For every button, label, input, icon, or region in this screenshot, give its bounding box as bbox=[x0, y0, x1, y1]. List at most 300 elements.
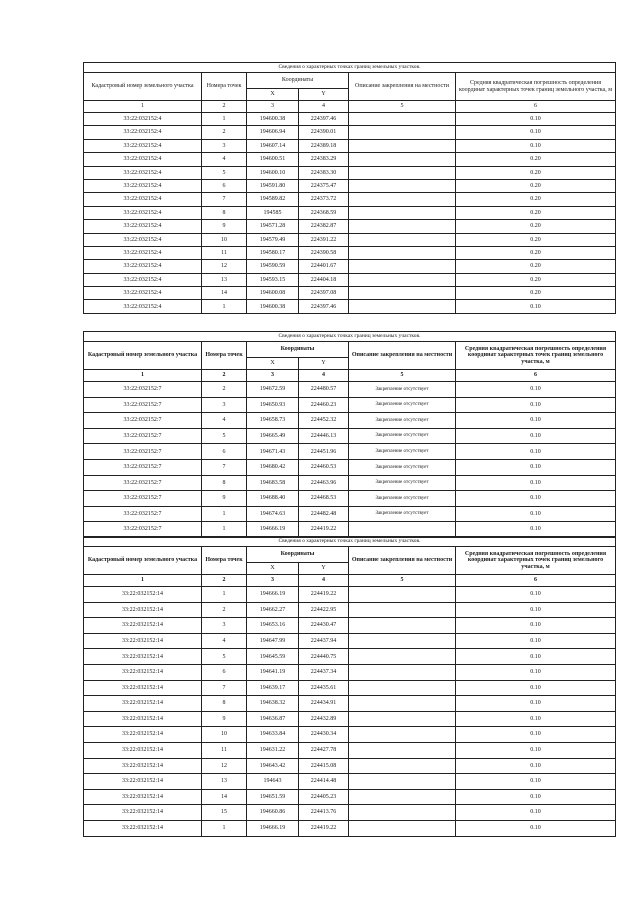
description-cell: Закрепление отсутствует bbox=[349, 475, 456, 491]
description-cell bbox=[349, 113, 456, 126]
description-cell bbox=[349, 727, 456, 743]
precision-cell: 0.10 bbox=[456, 413, 616, 429]
cadastral-cell: 33:22:032152:7 bbox=[84, 428, 202, 444]
point-no-cell: 7 bbox=[202, 193, 247, 206]
description-cell bbox=[349, 220, 456, 233]
table-row bbox=[84, 126, 616, 139]
precision-cell: 0.20 bbox=[456, 206, 616, 219]
x-cell: 194589.82 bbox=[247, 193, 299, 206]
y-cell: 224482.48 bbox=[299, 506, 349, 522]
table-row bbox=[84, 758, 616, 774]
table-row bbox=[84, 664, 616, 680]
x-cell: 194636.87 bbox=[247, 711, 299, 727]
y-cell: 224434.91 bbox=[299, 696, 349, 712]
cadastral-cell: 33:22:032152:4 bbox=[84, 287, 202, 300]
cadastral-cell: 33:22:032152:4 bbox=[84, 153, 202, 166]
header-point-no: Номера точек bbox=[202, 342, 247, 370]
points-table-3 bbox=[83, 536, 616, 837]
description-cell bbox=[349, 233, 456, 246]
cadastral-cell: 33:22:032152:7 bbox=[84, 506, 202, 522]
precision-cell: 0.10 bbox=[456, 113, 616, 126]
point-no-cell: 1 bbox=[202, 506, 247, 522]
x-cell: 194674.63 bbox=[247, 506, 299, 522]
x-cell: 194647.99 bbox=[247, 633, 299, 649]
cadastral-cell: 33:22:032152:7 bbox=[84, 475, 202, 491]
y-cell: 224397.46 bbox=[299, 113, 349, 126]
x-cell: 194631.22 bbox=[247, 742, 299, 758]
table-row bbox=[84, 382, 616, 398]
x-cell: 194641.19 bbox=[247, 664, 299, 680]
description-cell bbox=[349, 153, 456, 166]
y-cell: 224460.53 bbox=[299, 459, 349, 475]
cadastral-cell: 33:22:032152:14 bbox=[84, 820, 202, 836]
cadastral-cell: 33:22:032152:14 bbox=[84, 587, 202, 603]
cadastral-cell: 33:22:032152:4 bbox=[84, 139, 202, 152]
cadastral-cell: 33:22:032152:7 bbox=[84, 444, 202, 460]
table-row bbox=[84, 413, 616, 429]
point-no-cell: 13 bbox=[202, 273, 247, 286]
header-precision: Средняя квадратическая погрешность определения координат характерных точек границ земельного участка, м bbox=[456, 73, 616, 101]
y-cell: 224422.95 bbox=[299, 602, 349, 618]
x-cell: 194651.59 bbox=[247, 789, 299, 805]
x-cell: 194579.49 bbox=[247, 233, 299, 246]
precision-cell: 0.10 bbox=[456, 789, 616, 805]
point-no-cell: 6 bbox=[202, 664, 247, 680]
table-row bbox=[84, 696, 616, 712]
description-cell bbox=[349, 618, 456, 634]
table-row bbox=[84, 742, 616, 758]
precision-cell: 0.10 bbox=[456, 742, 616, 758]
header-y: Y bbox=[299, 563, 349, 575]
precision-cell: 0.20 bbox=[456, 179, 616, 192]
precision-cell: 0.10 bbox=[456, 382, 616, 398]
point-no-cell: 5 bbox=[202, 649, 247, 665]
description-cell bbox=[349, 711, 456, 727]
precision-cell: 0.10 bbox=[456, 727, 616, 743]
table-row bbox=[84, 506, 616, 522]
precision-cell: 0.10 bbox=[456, 475, 616, 491]
y-cell: 224430.47 bbox=[299, 618, 349, 634]
point-no-cell: 7 bbox=[202, 459, 247, 475]
cadastral-cell: 33:22:032152:14 bbox=[84, 774, 202, 790]
x-cell: 194666.19 bbox=[247, 587, 299, 603]
points-table-body bbox=[84, 332, 616, 538]
y-cell: 224415.08 bbox=[299, 758, 349, 774]
cadastral-cell: 33:22:032152:4 bbox=[84, 206, 202, 219]
table-row bbox=[84, 789, 616, 805]
table-row bbox=[84, 193, 616, 206]
x-cell: 194643.42 bbox=[247, 758, 299, 774]
x-cell: 194606.94 bbox=[247, 126, 299, 139]
cadastral-cell: 33:22:032152:4 bbox=[84, 166, 202, 179]
description-cell bbox=[349, 166, 456, 179]
precision-cell: 0.20 bbox=[456, 233, 616, 246]
table-row bbox=[84, 680, 616, 696]
x-cell: 194671.43 bbox=[247, 444, 299, 460]
description-cell bbox=[349, 287, 456, 300]
x-cell: 194600.08 bbox=[247, 287, 299, 300]
header-point-no: Номера точек bbox=[202, 547, 247, 575]
header-cadastral: Кадастровый номер земельного участка bbox=[84, 73, 202, 101]
table-row bbox=[84, 300, 616, 313]
header-x: X bbox=[247, 89, 299, 101]
point-no-cell: 6 bbox=[202, 179, 247, 192]
y-cell: 224437.94 bbox=[299, 633, 349, 649]
y-cell: 224419.22 bbox=[299, 820, 349, 836]
y-cell: 224382.87 bbox=[299, 220, 349, 233]
colnum-5: 5 bbox=[349, 575, 456, 587]
cadastral-cell: 33:22:032152:4 bbox=[84, 179, 202, 192]
x-cell: 194662.27 bbox=[247, 602, 299, 618]
table-row bbox=[84, 273, 616, 286]
cadastral-cell: 33:22:032152:14 bbox=[84, 727, 202, 743]
colnum-1: 1 bbox=[84, 370, 202, 382]
y-cell: 224413.76 bbox=[299, 805, 349, 821]
point-no-cell: 9 bbox=[202, 711, 247, 727]
description-cell bbox=[349, 774, 456, 790]
x-cell: 194600.10 bbox=[247, 166, 299, 179]
point-no-cell: 5 bbox=[202, 428, 247, 444]
y-cell: 224368.59 bbox=[299, 206, 349, 219]
x-cell: 194580.17 bbox=[247, 246, 299, 259]
cadastral-cell: 33:22:032152:7 bbox=[84, 522, 202, 538]
description-cell: Закрепление отсутствует bbox=[349, 397, 456, 413]
header-description: Описание закрепления на местности bbox=[349, 73, 456, 101]
y-cell: 224375.47 bbox=[299, 179, 349, 192]
point-no-cell: 13 bbox=[202, 774, 247, 790]
table-title: Сведения о характерных точках границ земельных участков. bbox=[84, 332, 616, 342]
cadastral-cell: 33:22:032152:14 bbox=[84, 805, 202, 821]
cadastral-cell: 33:22:032152:7 bbox=[84, 382, 202, 398]
points-table-body bbox=[84, 537, 616, 837]
cadastral-cell: 33:22:032152:4 bbox=[84, 233, 202, 246]
cadastral-cell: 33:22:032152:14 bbox=[84, 633, 202, 649]
x-cell: 194680.42 bbox=[247, 459, 299, 475]
precision-cell: 0.10 bbox=[456, 444, 616, 460]
precision-cell: 0.10 bbox=[456, 680, 616, 696]
precision-cell: 0.20 bbox=[456, 287, 616, 300]
colnum-2: 2 bbox=[202, 370, 247, 382]
description-cell bbox=[349, 820, 456, 836]
description-cell bbox=[349, 260, 456, 273]
table-row bbox=[84, 397, 616, 413]
table-row bbox=[84, 179, 616, 192]
point-no-cell: 1 bbox=[202, 300, 247, 313]
colnum-5: 5 bbox=[349, 370, 456, 382]
point-no-cell: 12 bbox=[202, 260, 247, 273]
description-cell bbox=[349, 680, 456, 696]
point-no-cell: 14 bbox=[202, 287, 247, 300]
point-no-cell: 5 bbox=[202, 166, 247, 179]
header-cadastral: Кадастровый номер земельного участка bbox=[84, 547, 202, 575]
table-row bbox=[84, 153, 616, 166]
table-row bbox=[84, 444, 616, 460]
point-no-cell: 11 bbox=[202, 742, 247, 758]
colnum-3: 3 bbox=[247, 575, 299, 587]
point-no-cell: 1 bbox=[202, 820, 247, 836]
y-cell: 224460.23 bbox=[299, 397, 349, 413]
cadastral-cell: 33:22:032152:7 bbox=[84, 413, 202, 429]
point-no-cell: 1 bbox=[202, 587, 247, 603]
description-cell: Закрепление отсутствует bbox=[349, 413, 456, 429]
header-coords: Координаты bbox=[247, 73, 349, 89]
point-no-cell: 10 bbox=[202, 233, 247, 246]
points-table-body bbox=[84, 63, 616, 314]
cadastral-cell: 33:22:032152:4 bbox=[84, 193, 202, 206]
precision-cell: 0.10 bbox=[456, 139, 616, 152]
description-cell bbox=[349, 758, 456, 774]
points-table-2 bbox=[83, 331, 616, 538]
table-row bbox=[84, 491, 616, 507]
x-cell: 194591.80 bbox=[247, 179, 299, 192]
point-no-cell: 9 bbox=[202, 491, 247, 507]
point-no-cell: 4 bbox=[202, 633, 247, 649]
cadastral-cell: 33:22:032152:14 bbox=[84, 602, 202, 618]
point-no-cell: 15 bbox=[202, 805, 247, 821]
point-no-cell: 10 bbox=[202, 727, 247, 743]
description-cell bbox=[349, 602, 456, 618]
y-cell: 224427.78 bbox=[299, 742, 349, 758]
precision-cell: 0.10 bbox=[456, 805, 616, 821]
description-cell bbox=[349, 300, 456, 313]
cadastral-cell: 33:22:032152:4 bbox=[84, 260, 202, 273]
precision-cell: 0.10 bbox=[456, 522, 616, 538]
precision-cell: 0.10 bbox=[456, 633, 616, 649]
description-cell: Закрепление отсутствует bbox=[349, 506, 456, 522]
table-row bbox=[84, 774, 616, 790]
cadastral-cell: 33:22:032152:14 bbox=[84, 680, 202, 696]
x-cell: 194672.59 bbox=[247, 382, 299, 398]
table-title: Сведения о характерных точках границ земельных участков. bbox=[84, 537, 616, 547]
header-cadastral: Кадастровый номер земельного участка bbox=[84, 342, 202, 370]
y-cell: 224419.22 bbox=[299, 522, 349, 538]
description-cell bbox=[349, 273, 456, 286]
table-row bbox=[84, 633, 616, 649]
header-y: Y bbox=[299, 358, 349, 370]
x-cell: 194643 bbox=[247, 774, 299, 790]
precision-cell: 0.10 bbox=[456, 428, 616, 444]
y-cell: 224383.29 bbox=[299, 153, 349, 166]
cadastral-cell: 33:22:032152:14 bbox=[84, 711, 202, 727]
point-no-cell: 9 bbox=[202, 220, 247, 233]
x-cell: 194585 bbox=[247, 206, 299, 219]
point-no-cell: 4 bbox=[202, 413, 247, 429]
colnum-6: 6 bbox=[456, 575, 616, 587]
y-cell: 224480.57 bbox=[299, 382, 349, 398]
precision-cell: 0.10 bbox=[456, 664, 616, 680]
x-cell: 194638.32 bbox=[247, 696, 299, 712]
description-cell bbox=[349, 696, 456, 712]
x-cell: 194666.19 bbox=[247, 820, 299, 836]
description-cell: Закрепление отсутствует bbox=[349, 459, 456, 475]
x-cell: 194666.19 bbox=[247, 522, 299, 538]
header-point-no: Номера точек bbox=[202, 73, 247, 101]
description-cell bbox=[349, 587, 456, 603]
cadastral-cell: 33:22:032152:4 bbox=[84, 273, 202, 286]
point-no-cell: 2 bbox=[202, 382, 247, 398]
x-cell: 194653.16 bbox=[247, 618, 299, 634]
header-y: Y bbox=[299, 89, 349, 101]
x-cell: 194571.28 bbox=[247, 220, 299, 233]
point-no-cell: 3 bbox=[202, 397, 247, 413]
y-cell: 224451.96 bbox=[299, 444, 349, 460]
cadastral-cell: 33:22:032152:14 bbox=[84, 696, 202, 712]
cadastral-cell: 33:22:032152:14 bbox=[84, 789, 202, 805]
colnum-2: 2 bbox=[202, 575, 247, 587]
description-cell: Закрепление отсутствует bbox=[349, 382, 456, 398]
description-cell bbox=[349, 664, 456, 680]
y-cell: 224383.30 bbox=[299, 166, 349, 179]
y-cell: 224430.34 bbox=[299, 727, 349, 743]
table-row bbox=[84, 711, 616, 727]
precision-cell: 0.10 bbox=[456, 758, 616, 774]
x-cell: 194607.14 bbox=[247, 139, 299, 152]
y-cell: 224419.22 bbox=[299, 587, 349, 603]
description-cell bbox=[349, 789, 456, 805]
colnum-3: 3 bbox=[247, 370, 299, 382]
x-cell: 194688.40 bbox=[247, 491, 299, 507]
header-x: X bbox=[247, 358, 299, 370]
cadastral-cell: 33:22:032152:7 bbox=[84, 491, 202, 507]
precision-cell: 0.10 bbox=[456, 711, 616, 727]
y-cell: 224401.67 bbox=[299, 260, 349, 273]
x-cell: 194639.17 bbox=[247, 680, 299, 696]
y-cell: 224468.53 bbox=[299, 491, 349, 507]
precision-cell: 0.10 bbox=[456, 459, 616, 475]
y-cell: 224452.32 bbox=[299, 413, 349, 429]
cadastral-cell: 33:22:032152:4 bbox=[84, 300, 202, 313]
table-row bbox=[84, 618, 616, 634]
x-cell: 194658.73 bbox=[247, 413, 299, 429]
precision-cell: 0.10 bbox=[456, 126, 616, 139]
cadastral-cell: 33:22:032152:4 bbox=[84, 220, 202, 233]
x-cell: 194633.84 bbox=[247, 727, 299, 743]
x-cell: 194600.38 bbox=[247, 113, 299, 126]
header-description: Описание закрепления на местности bbox=[349, 547, 456, 575]
precision-cell: 0.10 bbox=[456, 649, 616, 665]
x-cell: 194650.93 bbox=[247, 397, 299, 413]
y-cell: 224390.58 bbox=[299, 246, 349, 259]
description-cell bbox=[349, 193, 456, 206]
point-no-cell: 8 bbox=[202, 206, 247, 219]
cadastral-cell: 33:22:032152:4 bbox=[84, 126, 202, 139]
table-row bbox=[84, 602, 616, 618]
y-cell: 224405.23 bbox=[299, 789, 349, 805]
description-cell: Закрепление отсутствует bbox=[349, 444, 456, 460]
table-row bbox=[84, 206, 616, 219]
cadastral-cell: 33:22:032152:14 bbox=[84, 664, 202, 680]
table-row bbox=[84, 727, 616, 743]
colnum-4: 4 bbox=[299, 101, 349, 113]
cadastral-cell: 33:22:032152:14 bbox=[84, 758, 202, 774]
y-cell: 224397.46 bbox=[299, 300, 349, 313]
table-row bbox=[84, 475, 616, 491]
colnum-4: 4 bbox=[299, 575, 349, 587]
x-cell: 194590.59 bbox=[247, 260, 299, 273]
description-cell: Закрепление отсутствует bbox=[349, 428, 456, 444]
point-no-cell: 3 bbox=[202, 618, 247, 634]
x-cell: 194600.38 bbox=[247, 300, 299, 313]
y-cell: 224397.08 bbox=[299, 287, 349, 300]
precision-cell: 0.10 bbox=[456, 774, 616, 790]
cadastral-cell: 33:22:032152:14 bbox=[84, 742, 202, 758]
precision-cell: 0.10 bbox=[456, 587, 616, 603]
y-cell: 224437.34 bbox=[299, 664, 349, 680]
precision-cell: 0.10 bbox=[456, 300, 616, 313]
x-cell: 194683.58 bbox=[247, 475, 299, 491]
header-precision: Средняя квадратическая погрешность определения координат характерных точек границ земельного участка, м bbox=[456, 342, 616, 370]
table-row bbox=[84, 649, 616, 665]
table-row bbox=[84, 260, 616, 273]
cadastral-cell: 33:22:032152:14 bbox=[84, 649, 202, 665]
precision-cell: 0.10 bbox=[456, 820, 616, 836]
table-row bbox=[84, 246, 616, 259]
y-cell: 224440.75 bbox=[299, 649, 349, 665]
table-row bbox=[84, 820, 616, 836]
y-cell: 224446.13 bbox=[299, 428, 349, 444]
x-cell: 194660.86 bbox=[247, 805, 299, 821]
header-precision: Средняя квадратическая погрешность определения координат характерных точек границ земельного участка, м bbox=[456, 547, 616, 575]
x-cell: 194600.51 bbox=[247, 153, 299, 166]
x-cell: 194593.15 bbox=[247, 273, 299, 286]
description-cell bbox=[349, 633, 456, 649]
header-coords: Координаты bbox=[247, 342, 349, 358]
colnum-3: 3 bbox=[247, 101, 299, 113]
points-table-1 bbox=[83, 62, 616, 314]
table-row bbox=[84, 233, 616, 246]
precision-cell: 0.20 bbox=[456, 260, 616, 273]
y-cell: 224391.22 bbox=[299, 233, 349, 246]
cadastral-cell: 33:22:032152:14 bbox=[84, 618, 202, 634]
point-no-cell: 11 bbox=[202, 246, 247, 259]
description-cell bbox=[349, 126, 456, 139]
colnum-1: 1 bbox=[84, 101, 202, 113]
table-row bbox=[84, 428, 616, 444]
table-row bbox=[84, 287, 616, 300]
y-cell: 224463.96 bbox=[299, 475, 349, 491]
description-cell bbox=[349, 246, 456, 259]
precision-cell: 0.20 bbox=[456, 273, 616, 286]
description-cell bbox=[349, 649, 456, 665]
x-cell: 194665.49 bbox=[247, 428, 299, 444]
description-cell bbox=[349, 139, 456, 152]
y-cell: 224389.18 bbox=[299, 139, 349, 152]
point-no-cell: 1 bbox=[202, 522, 247, 538]
y-cell: 224373.72 bbox=[299, 193, 349, 206]
point-no-cell: 2 bbox=[202, 602, 247, 618]
description-cell bbox=[349, 179, 456, 192]
precision-cell: 0.10 bbox=[456, 397, 616, 413]
x-cell: 194645.59 bbox=[247, 649, 299, 665]
table-title: Сведения о характерных точках границ земельных участков. bbox=[84, 63, 616, 73]
table-row bbox=[84, 113, 616, 126]
precision-cell: 0.10 bbox=[456, 506, 616, 522]
header-x: X bbox=[247, 563, 299, 575]
point-no-cell: 2 bbox=[202, 126, 247, 139]
precision-cell: 0.20 bbox=[456, 166, 616, 179]
y-cell: 224390.01 bbox=[299, 126, 349, 139]
precision-cell: 0.20 bbox=[456, 153, 616, 166]
cadastral-cell: 33:22:032152:4 bbox=[84, 113, 202, 126]
colnum-4: 4 bbox=[299, 370, 349, 382]
point-no-cell: 14 bbox=[202, 789, 247, 805]
precision-cell: 0.20 bbox=[456, 246, 616, 259]
table-row bbox=[84, 166, 616, 179]
table-row bbox=[84, 805, 616, 821]
point-no-cell: 3 bbox=[202, 139, 247, 152]
precision-cell: 0.10 bbox=[456, 491, 616, 507]
precision-cell: 0.10 bbox=[456, 602, 616, 618]
